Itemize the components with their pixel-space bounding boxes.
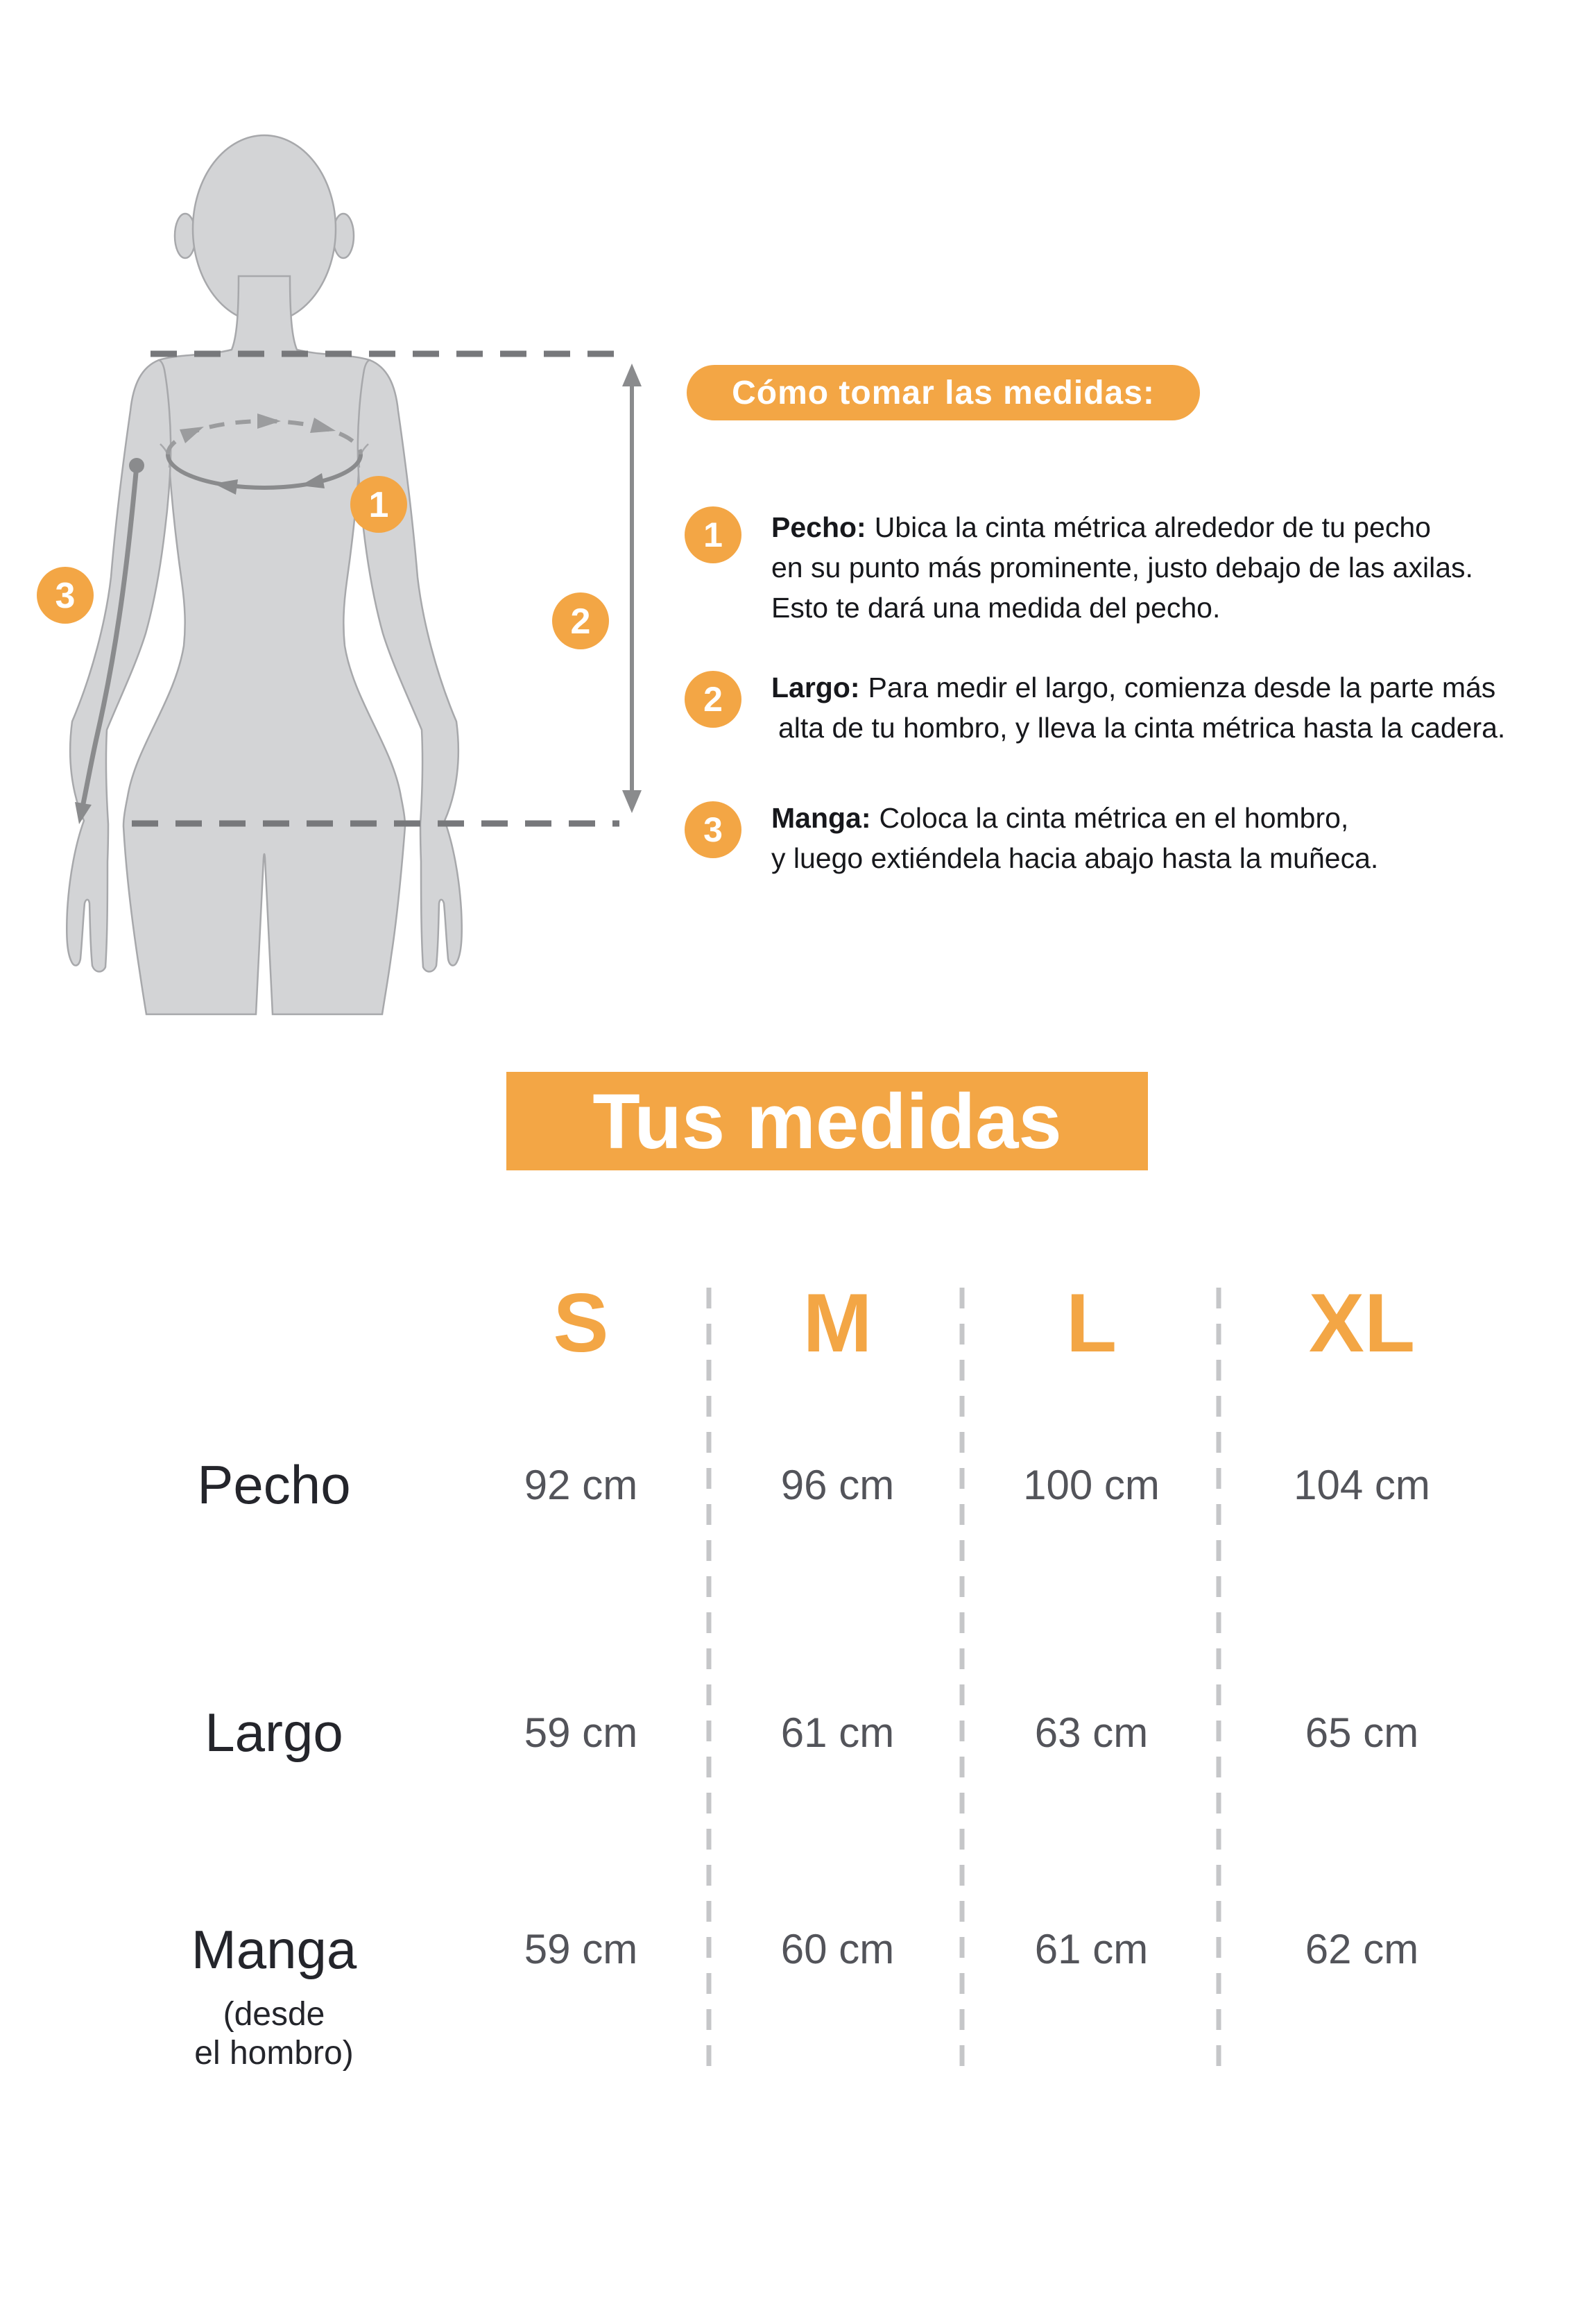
diagram-badge-sleeve xyxy=(37,567,94,624)
banner-title: Tus medidas xyxy=(592,1077,1062,1165)
table-row-manga xyxy=(97,1918,1498,2072)
svg-text:3: 3 xyxy=(55,576,76,616)
instruction-line: alta de tu hombro, y lleva la cinta métrica hasta la cadera. xyxy=(778,712,1506,744)
row-label-largo: Largo xyxy=(205,1702,343,1763)
svg-text:2: 2 xyxy=(570,601,591,642)
size-table-header-row xyxy=(97,1275,1498,1369)
howto-title: Cómo tomar las medidas: xyxy=(732,374,1155,411)
instruction-length xyxy=(771,667,1505,748)
size-header-xl: XL xyxy=(1308,1277,1416,1369)
instruction-line: Manga: Coloca la cinta métrica en el hombro, xyxy=(771,802,1349,834)
row-label-manga-block xyxy=(97,1918,451,2073)
instruction-number: 3 xyxy=(703,810,723,849)
length-measure-arrow xyxy=(622,364,642,813)
pecho-value-m: 96 cm xyxy=(780,1462,895,1508)
size-header-l: L xyxy=(1065,1277,1117,1369)
diagram-badge-chest xyxy=(350,476,407,533)
howto-title-pill xyxy=(687,365,1200,420)
size-header-s: S xyxy=(553,1277,609,1369)
pecho-value-s: 92 cm xyxy=(524,1462,638,1508)
diagram-badge-length xyxy=(552,592,609,649)
instruction-lead: Largo: xyxy=(771,672,860,703)
manga-value-m: 60 cm xyxy=(780,1926,895,1972)
pecho-value-l: 100 cm xyxy=(1023,1462,1160,1508)
instruction-line: Pecho: Ubica la cinta métrica alrededor de tu pecho xyxy=(771,511,1431,543)
manga-value-l: 61 cm xyxy=(1034,1926,1149,1972)
pecho-value-xl: 104 cm xyxy=(1294,1462,1430,1508)
instruction-number: 1 xyxy=(703,515,723,554)
instruction-lead: Manga: xyxy=(771,802,871,834)
manga-sublabel-line1: (desde xyxy=(223,1996,325,2033)
table-row-pecho xyxy=(97,1453,1498,1515)
instruction-badge-1 xyxy=(685,506,741,563)
instruction-badge-2 xyxy=(685,671,741,728)
table-row-largo xyxy=(97,1701,1498,1763)
instruction-line: Largo: Para medir el largo, comienza desde la parte más xyxy=(771,672,1496,703)
largo-value-xl: 65 cm xyxy=(1305,1709,1419,1756)
manga-value-s: 59 cm xyxy=(524,1926,638,1972)
row-label-manga: Manga xyxy=(191,1919,357,1980)
instruction-badge-3 xyxy=(685,801,741,858)
instruction-lead: Pecho: xyxy=(771,511,866,543)
instruction-chest xyxy=(771,507,1473,628)
manga-value-xl: 62 cm xyxy=(1305,1926,1419,1972)
manga-sublabel-line2: el hombro) xyxy=(194,2035,354,2072)
row-label-pecho: Pecho xyxy=(197,1454,351,1515)
size-header-m: M xyxy=(803,1277,873,1369)
instruction-number: 2 xyxy=(703,680,723,719)
largo-value-l: 63 cm xyxy=(1034,1709,1149,1756)
instruction-line: en su punto más prominente, justo debajo de las axilas. xyxy=(771,552,1473,583)
largo-value-m: 61 cm xyxy=(780,1709,895,1756)
body-measurement-diagram xyxy=(0,0,694,1041)
instruction-sleeve xyxy=(771,798,1378,878)
largo-value-s: 59 cm xyxy=(524,1709,638,1756)
instruction-line: y luego extiéndela hacia abajo hasta la muñeca. xyxy=(771,842,1379,874)
your-measurements-banner xyxy=(506,1072,1148,1170)
instruction-line: Esto te dará una medida del pecho. xyxy=(771,592,1221,624)
svg-text:1: 1 xyxy=(368,485,389,525)
